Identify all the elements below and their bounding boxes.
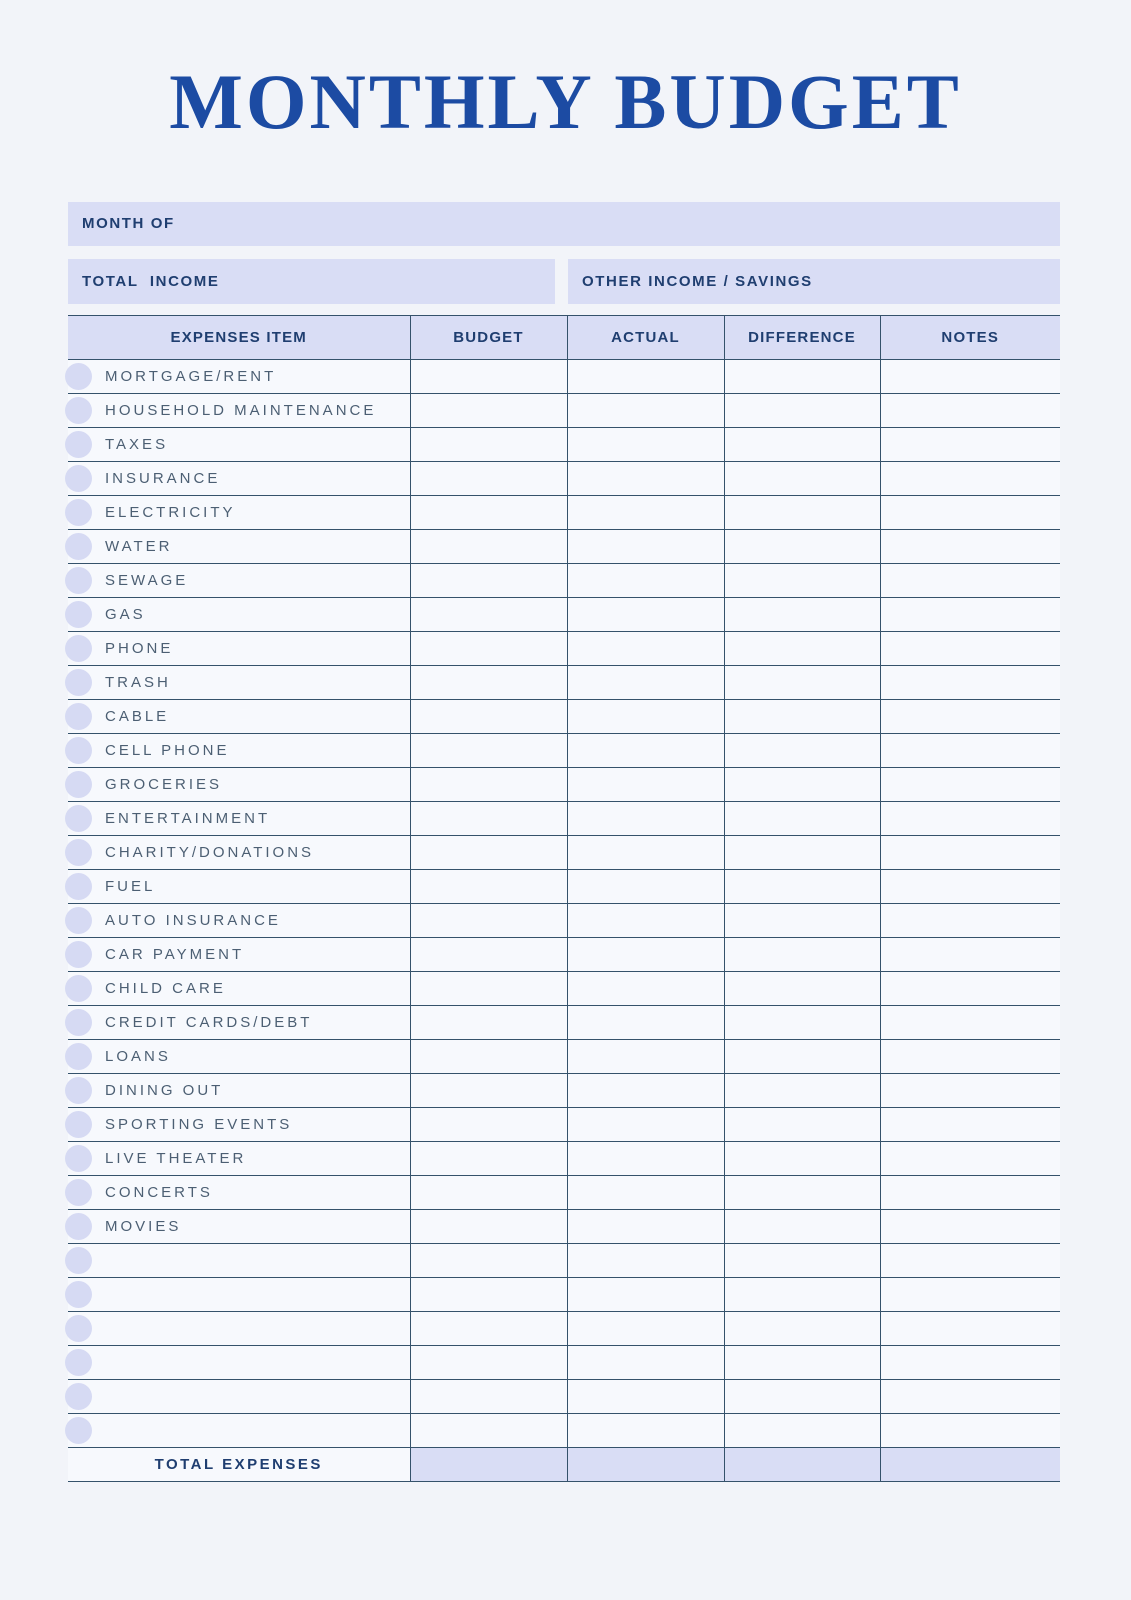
income-row xyxy=(68,259,1060,304)
actual-cell[interactable] xyxy=(567,529,724,563)
difference-cell[interactable] xyxy=(724,1175,880,1209)
expense-item-cell xyxy=(68,1345,410,1379)
total-expenses-row xyxy=(68,1447,1060,1481)
notes-cell[interactable] xyxy=(880,801,1060,835)
difference-cell[interactable] xyxy=(724,767,880,801)
expense-item-label: SEWAGE xyxy=(105,571,189,589)
difference-cell[interactable] xyxy=(724,1277,880,1311)
actual-cell[interactable] xyxy=(567,359,724,393)
budget-cell[interactable] xyxy=(410,1141,567,1175)
difference-cell[interactable] xyxy=(724,1379,880,1413)
actual-cell[interactable] xyxy=(567,835,724,869)
expense-item-cell xyxy=(68,1209,410,1243)
budget-cell[interactable] xyxy=(410,767,567,801)
budget-cell[interactable] xyxy=(410,495,567,529)
notes-cell[interactable] xyxy=(880,1107,1060,1141)
notes-cell[interactable] xyxy=(880,631,1060,665)
budget-cell[interactable] xyxy=(410,665,567,699)
actual-cell[interactable] xyxy=(567,1005,724,1039)
actual-cell[interactable] xyxy=(567,1311,724,1345)
budget-cell[interactable] xyxy=(410,1107,567,1141)
bullet-icon xyxy=(65,839,92,866)
notes-cell[interactable] xyxy=(880,1277,1060,1311)
notes-cell[interactable] xyxy=(880,495,1060,529)
bullet-icon xyxy=(65,873,92,900)
expense-item-label: SPORTING EVENTS xyxy=(105,1115,293,1133)
difference-cell[interactable] xyxy=(724,1413,880,1447)
difference-cell[interactable] xyxy=(724,631,880,665)
header-difference: DIFFERENCE xyxy=(724,315,880,359)
expense-row xyxy=(68,461,1060,495)
header-expenses-item: EXPENSES ITEM xyxy=(68,315,410,359)
bullet-icon xyxy=(65,635,92,662)
notes-cell[interactable] xyxy=(880,1073,1060,1107)
notes-cell[interactable] xyxy=(880,393,1060,427)
bullet-icon xyxy=(65,1213,92,1240)
expense-item-label: CREDIT CARDS/DEBT xyxy=(105,1013,313,1031)
bullet-icon xyxy=(65,703,92,730)
actual-cell[interactable] xyxy=(567,461,724,495)
expense-rows xyxy=(68,359,1060,1447)
actual-cell[interactable] xyxy=(567,903,724,937)
actual-cell[interactable] xyxy=(567,427,724,461)
bullet-icon xyxy=(65,1043,92,1070)
actual-cell[interactable] xyxy=(567,937,724,971)
expense-item-cell xyxy=(68,767,410,801)
expense-row xyxy=(68,393,1060,427)
total-expenses-label: TOTAL EXPENSES xyxy=(68,1447,410,1481)
budget-cell[interactable] xyxy=(410,835,567,869)
notes-cell[interactable] xyxy=(880,461,1060,495)
budget-cell[interactable] xyxy=(410,937,567,971)
expense-row xyxy=(68,495,1060,529)
budget-cell[interactable] xyxy=(410,1345,567,1379)
bullet-icon xyxy=(65,1145,92,1172)
budget-cell[interactable] xyxy=(410,801,567,835)
budget-cell[interactable] xyxy=(410,1243,567,1277)
expense-row xyxy=(68,1073,1060,1107)
expense-item-label: WATER xyxy=(105,537,173,555)
bullet-icon xyxy=(65,431,92,458)
expense-item-label: FUEL xyxy=(105,877,156,895)
actual-cell[interactable] xyxy=(567,597,724,631)
expense-row xyxy=(68,1311,1060,1345)
expense-row xyxy=(68,1277,1060,1311)
difference-cell[interactable] xyxy=(724,461,880,495)
header-notes: NOTES xyxy=(880,315,1060,359)
expenses-table-header xyxy=(68,315,1060,359)
budget-cell[interactable] xyxy=(410,971,567,1005)
actual-cell[interactable] xyxy=(567,495,724,529)
bullet-icon xyxy=(65,771,92,798)
bullet-icon xyxy=(65,533,92,560)
expense-item-cell xyxy=(68,1175,410,1209)
difference-cell[interactable] xyxy=(724,835,880,869)
notes-cell[interactable] xyxy=(880,699,1060,733)
budget-cell[interactable] xyxy=(410,1311,567,1345)
notes-cell[interactable] xyxy=(880,529,1060,563)
budget-cell[interactable] xyxy=(410,699,567,733)
difference-cell[interactable] xyxy=(724,359,880,393)
bullet-icon xyxy=(65,805,92,832)
other-income-savings-field[interactable] xyxy=(568,259,1060,304)
budget-cell[interactable] xyxy=(410,1073,567,1107)
expense-row xyxy=(68,903,1060,937)
expense-item-cell xyxy=(68,1243,410,1277)
notes-cell[interactable] xyxy=(880,1141,1060,1175)
expense-item-cell xyxy=(68,563,410,597)
expense-row xyxy=(68,597,1060,631)
expense-item-cell xyxy=(68,1107,410,1141)
bullet-icon xyxy=(65,1247,92,1274)
difference-cell[interactable] xyxy=(724,1243,880,1277)
difference-cell[interactable] xyxy=(724,1141,880,1175)
actual-cell[interactable] xyxy=(567,1345,724,1379)
actual-cell[interactable] xyxy=(567,1073,724,1107)
budget-cell[interactable] xyxy=(410,427,567,461)
expense-item-label: PHONE xyxy=(105,639,174,657)
actual-cell[interactable] xyxy=(567,1243,724,1277)
actual-cell[interactable] xyxy=(567,1413,724,1447)
expense-item-cell xyxy=(68,631,410,665)
notes-cell[interactable] xyxy=(880,1005,1060,1039)
budget-cell[interactable] xyxy=(410,1005,567,1039)
budget-cell[interactable] xyxy=(410,631,567,665)
expense-item-cell xyxy=(68,903,410,937)
expense-row xyxy=(68,767,1060,801)
notes-cell[interactable] xyxy=(880,835,1060,869)
total-income-field[interactable] xyxy=(68,259,555,304)
header-actual: ACTUAL xyxy=(567,315,724,359)
expense-row xyxy=(68,1345,1060,1379)
actual-cell[interactable] xyxy=(567,767,724,801)
notes-cell[interactable] xyxy=(880,1345,1060,1379)
actual-cell[interactable] xyxy=(567,1379,724,1413)
expense-item-label: INSURANCE xyxy=(105,469,221,487)
notes-cell[interactable] xyxy=(880,665,1060,699)
notes-cell[interactable] xyxy=(880,1311,1060,1345)
budget-cell[interactable] xyxy=(410,869,567,903)
expense-item-cell xyxy=(68,359,410,393)
header-row xyxy=(68,315,1060,359)
other-income-savings-label: OTHER INCOME / SAVINGS xyxy=(582,272,813,290)
total-income-label: TOTAL INCOME xyxy=(82,272,220,290)
actual-cell[interactable] xyxy=(567,971,724,1005)
bullet-icon xyxy=(65,567,92,594)
difference-cell[interactable] xyxy=(724,733,880,767)
expense-item-cell xyxy=(68,1039,410,1073)
difference-cell[interactable] xyxy=(724,1039,880,1073)
bullet-icon xyxy=(65,1077,92,1104)
difference-cell[interactable] xyxy=(724,1311,880,1345)
actual-cell[interactable] xyxy=(567,1039,724,1073)
expense-item-cell xyxy=(68,597,410,631)
bullet-icon xyxy=(65,1179,92,1206)
expense-item-cell xyxy=(68,1073,410,1107)
expense-row xyxy=(68,427,1060,461)
actual-cell[interactable] xyxy=(567,1107,724,1141)
actual-cell[interactable] xyxy=(567,1209,724,1243)
expense-item-label: GAS xyxy=(105,605,146,623)
difference-cell[interactable] xyxy=(724,1073,880,1107)
expense-item-label: ENTERTAINMENT xyxy=(105,809,271,827)
actual-cell[interactable] xyxy=(567,393,724,427)
expense-row xyxy=(68,869,1060,903)
notes-cell[interactable] xyxy=(880,1175,1060,1209)
expense-item-label: TRASH xyxy=(105,673,171,691)
actual-cell[interactable] xyxy=(567,699,724,733)
expense-item-cell xyxy=(68,461,410,495)
difference-cell[interactable] xyxy=(724,597,880,631)
month-of-field[interactable] xyxy=(68,202,1060,246)
month-of-label: MONTH OF xyxy=(82,215,175,233)
difference-cell[interactable] xyxy=(724,699,880,733)
difference-cell[interactable] xyxy=(724,495,880,529)
expenses-table xyxy=(68,315,1060,1482)
expense-item-label: CHILD CARE xyxy=(105,979,226,997)
budget-cell[interactable] xyxy=(410,1277,567,1311)
total-budget-cell[interactable] xyxy=(410,1447,567,1481)
expense-item-label: CABLE xyxy=(105,707,170,725)
expense-item-label: MORTGAGE/RENT xyxy=(105,367,277,385)
bullet-icon xyxy=(65,1281,92,1308)
actual-cell[interactable] xyxy=(567,665,724,699)
expense-item-cell xyxy=(68,1311,410,1345)
expense-item-cell xyxy=(68,427,410,461)
expense-item-label: TAXES xyxy=(105,435,169,453)
difference-cell[interactable] xyxy=(724,665,880,699)
difference-cell[interactable] xyxy=(724,393,880,427)
bullet-icon xyxy=(65,941,92,968)
bullet-icon xyxy=(65,363,92,390)
notes-cell[interactable] xyxy=(880,1039,1060,1073)
notes-cell[interactable] xyxy=(880,767,1060,801)
bullet-icon xyxy=(65,907,92,934)
budget-cell[interactable] xyxy=(410,733,567,767)
notes-cell[interactable] xyxy=(880,733,1060,767)
difference-cell[interactable] xyxy=(724,1345,880,1379)
budget-cell[interactable] xyxy=(410,529,567,563)
notes-cell[interactable] xyxy=(880,971,1060,1005)
expense-item-cell xyxy=(68,1005,410,1039)
expense-row xyxy=(68,563,1060,597)
expense-item-label: ELECTRICITY xyxy=(105,503,236,521)
expense-item-cell xyxy=(68,869,410,903)
expense-item-cell xyxy=(68,937,410,971)
expense-item-label: LOANS xyxy=(105,1047,171,1065)
expense-row xyxy=(68,733,1060,767)
expense-row xyxy=(68,1379,1060,1413)
bullet-icon xyxy=(65,975,92,1002)
actual-cell[interactable] xyxy=(567,1175,724,1209)
expense-item-label: MOVIES xyxy=(105,1217,182,1235)
expense-item-label: HOUSEHOLD MAINTENANCE xyxy=(105,401,377,419)
expense-row xyxy=(68,801,1060,835)
total-difference-cell[interactable] xyxy=(724,1447,880,1481)
expense-item-label: CAR PAYMENT xyxy=(105,945,245,963)
budget-cell[interactable] xyxy=(410,1209,567,1243)
expense-item-cell xyxy=(68,495,410,529)
difference-cell[interactable] xyxy=(724,971,880,1005)
bullet-icon xyxy=(65,669,92,696)
expense-row xyxy=(68,359,1060,393)
actual-cell[interactable] xyxy=(567,631,724,665)
budget-cell[interactable] xyxy=(410,393,567,427)
bullet-icon xyxy=(65,1383,92,1410)
expense-row xyxy=(68,937,1060,971)
budget-cell[interactable] xyxy=(410,1379,567,1413)
difference-cell[interactable] xyxy=(724,427,880,461)
difference-cell[interactable] xyxy=(724,1209,880,1243)
expense-row xyxy=(68,1243,1060,1277)
difference-cell[interactable] xyxy=(724,563,880,597)
expense-row xyxy=(68,529,1060,563)
expense-row xyxy=(68,1209,1060,1243)
notes-cell[interactable] xyxy=(880,427,1060,461)
actual-cell[interactable] xyxy=(567,733,724,767)
expense-item-cell xyxy=(68,1277,410,1311)
bullet-icon xyxy=(65,1009,92,1036)
bullet-icon xyxy=(65,499,92,526)
expense-item-cell xyxy=(68,1413,410,1447)
notes-cell[interactable] xyxy=(880,597,1060,631)
bullet-icon xyxy=(65,1417,92,1444)
budget-cell[interactable] xyxy=(410,903,567,937)
content-area xyxy=(68,202,1060,1482)
notes-cell[interactable] xyxy=(880,359,1060,393)
actual-cell[interactable] xyxy=(567,1141,724,1175)
expense-item-label: CELL PHONE xyxy=(105,741,230,759)
expense-item-cell xyxy=(68,393,410,427)
budget-cell[interactable] xyxy=(410,1039,567,1073)
difference-cell[interactable] xyxy=(724,801,880,835)
actual-cell[interactable] xyxy=(567,563,724,597)
expense-row xyxy=(68,699,1060,733)
expense-row xyxy=(68,1107,1060,1141)
expense-row xyxy=(68,835,1060,869)
total-notes-cell[interactable] xyxy=(880,1447,1060,1481)
expense-item-cell xyxy=(68,971,410,1005)
bullet-icon xyxy=(65,601,92,628)
difference-cell[interactable] xyxy=(724,903,880,937)
expense-row xyxy=(68,1413,1060,1447)
difference-cell[interactable] xyxy=(724,1005,880,1039)
difference-cell[interactable] xyxy=(724,937,880,971)
expense-item-label: CONCERTS xyxy=(105,1183,213,1201)
notes-cell[interactable] xyxy=(880,869,1060,903)
expense-item-label: AUTO INSURANCE xyxy=(105,911,281,929)
difference-cell[interactable] xyxy=(724,869,880,903)
expense-row xyxy=(68,971,1060,1005)
expense-item-label: CHARITY/DONATIONS xyxy=(105,843,315,861)
header-budget: BUDGET xyxy=(410,315,567,359)
expense-row xyxy=(68,1141,1060,1175)
budget-template-page xyxy=(0,58,1131,1600)
budget-cell[interactable] xyxy=(410,1413,567,1447)
page-title: MONTHLY BUDGET xyxy=(169,58,962,145)
actual-cell[interactable] xyxy=(567,801,724,835)
bullet-icon xyxy=(65,737,92,764)
bullet-icon xyxy=(65,1315,92,1342)
expense-row xyxy=(68,1005,1060,1039)
notes-cell[interactable] xyxy=(880,1379,1060,1413)
budget-cell[interactable] xyxy=(410,359,567,393)
expense-row xyxy=(68,631,1060,665)
difference-cell[interactable] xyxy=(724,529,880,563)
bullet-icon xyxy=(65,465,92,492)
expense-item-cell xyxy=(68,665,410,699)
expense-item-cell xyxy=(68,1379,410,1413)
notes-cell[interactable] xyxy=(880,903,1060,937)
actual-cell[interactable] xyxy=(567,1277,724,1311)
expense-item-cell xyxy=(68,529,410,563)
notes-cell[interactable] xyxy=(880,563,1060,597)
expense-row xyxy=(68,665,1060,699)
notes-cell[interactable] xyxy=(880,1243,1060,1277)
expense-item-cell xyxy=(68,1141,410,1175)
notes-cell[interactable] xyxy=(880,937,1060,971)
budget-cell[interactable] xyxy=(410,563,567,597)
bullet-icon xyxy=(65,397,92,424)
expense-item-cell xyxy=(68,835,410,869)
expenses-table-footer xyxy=(68,1447,1060,1481)
bullet-icon xyxy=(65,1111,92,1138)
expense-item-label: LIVE THEATER xyxy=(105,1149,247,1167)
expense-item-cell xyxy=(68,699,410,733)
expense-item-label: DINING OUT xyxy=(105,1081,224,1099)
notes-cell[interactable] xyxy=(880,1413,1060,1447)
bullet-icon xyxy=(65,1349,92,1376)
expense-item-cell xyxy=(68,733,410,767)
budget-cell[interactable] xyxy=(410,1175,567,1209)
expense-row xyxy=(68,1175,1060,1209)
expense-row xyxy=(68,1039,1060,1073)
total-actual-cell[interactable] xyxy=(567,1447,724,1481)
expense-item-cell xyxy=(68,801,410,835)
budget-cell[interactable] xyxy=(410,461,567,495)
budget-cell[interactable] xyxy=(410,597,567,631)
expense-item-label: GROCERIES xyxy=(105,775,223,793)
notes-cell[interactable] xyxy=(880,1209,1060,1243)
actual-cell[interactable] xyxy=(567,869,724,903)
difference-cell[interactable] xyxy=(724,1107,880,1141)
